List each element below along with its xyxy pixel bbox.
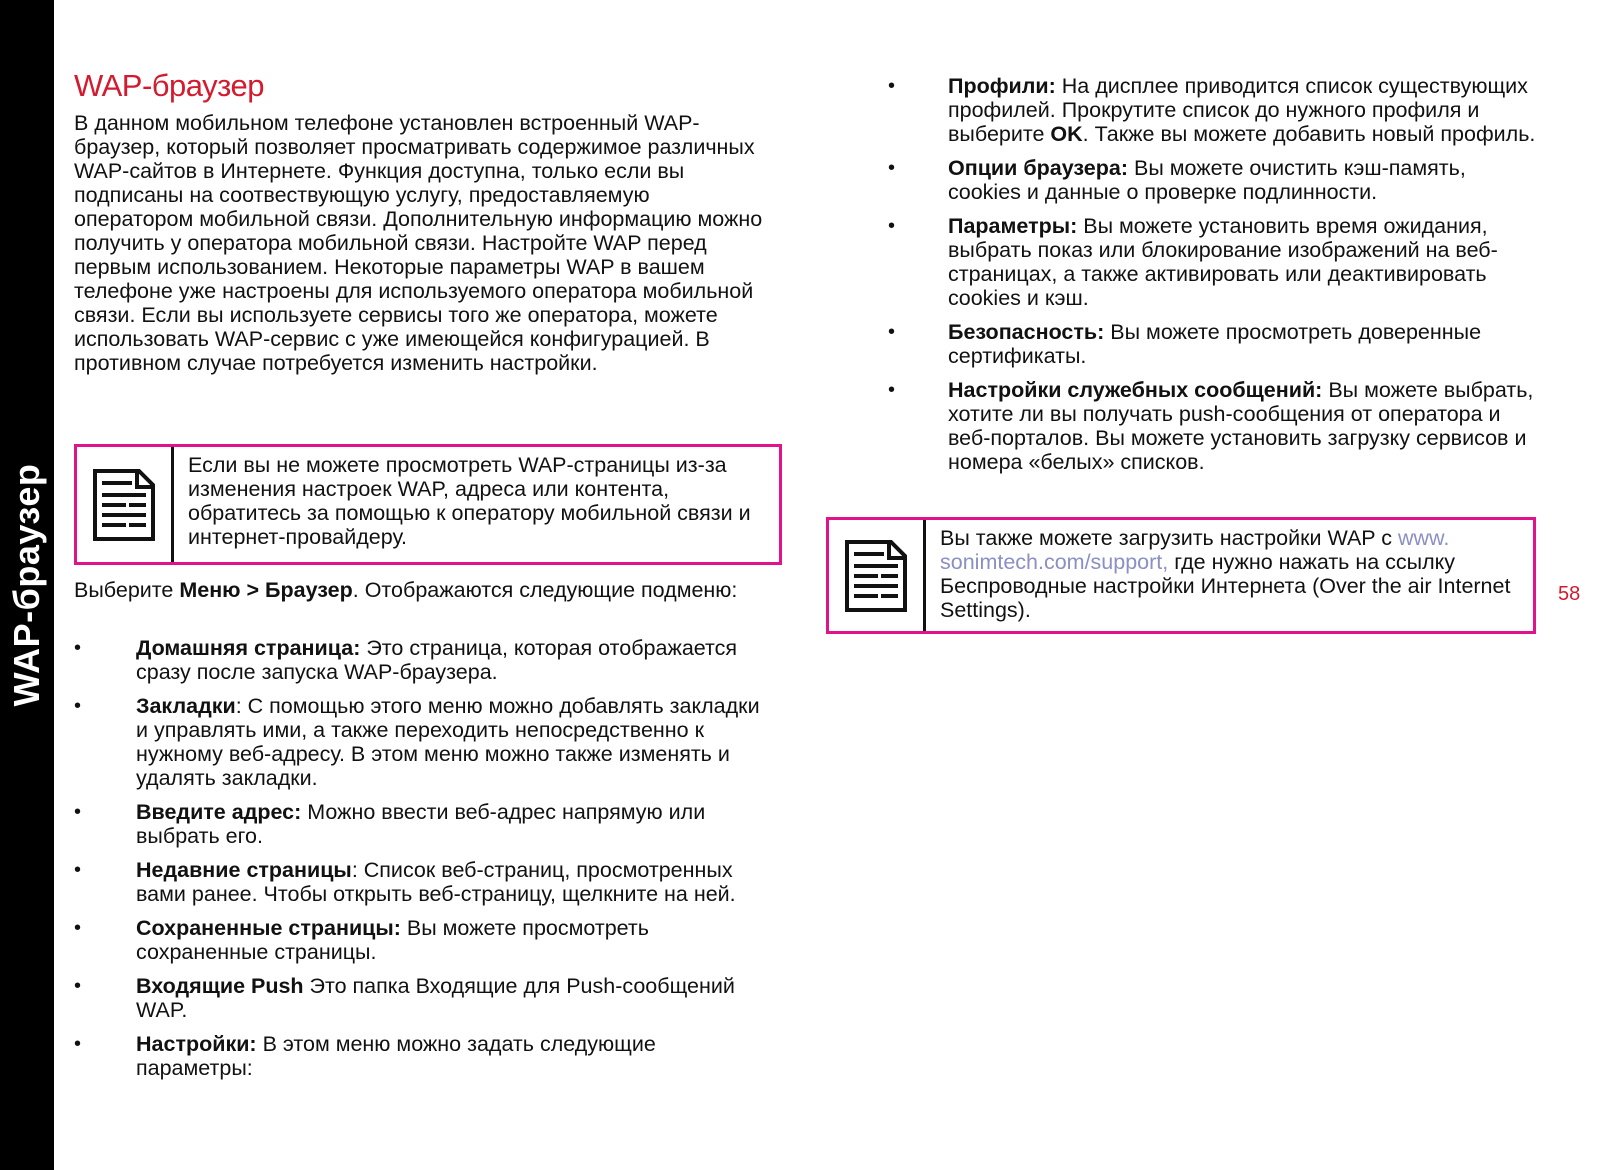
note-icon-cell xyxy=(829,520,926,631)
document-note-icon xyxy=(93,469,155,541)
settings-list xyxy=(888,74,1538,484)
list-bold: OK xyxy=(1050,122,1083,146)
bullet: • xyxy=(74,695,82,717)
bullet: • xyxy=(888,321,896,343)
list-term: Входящие Push xyxy=(136,974,304,998)
bullet: • xyxy=(74,917,82,939)
list-item xyxy=(74,694,774,790)
bullet: • xyxy=(74,859,82,881)
intro-paragraph: В данном мобильном телефоне установлен встроенный WAP-браузер, который позволяет просматривать содержимое различных WAP-сайтов в Интернете. Функция доступна, только если вы подписаны на соотвествующую услугу, предоставляемую оператором мобильной связи. Дополнительную информацию можно получить у оператора мобильной связи. Настройте WAP перед первым использованием. Некоторые параметры WAP в вашем телефоне уже настроены для используемого оператора мобильной связи. Если вы используете сервисы того же оператора, можете использовать WAP-сервис с уже имеющейся конфигурацией. В противном случае потребуется изменить настройки. xyxy=(74,111,763,375)
list-desc: Вы можете просмотреть сохраненные страницы. xyxy=(136,916,649,964)
note-text-before: Вы также можете загрузить настройки WAP с xyxy=(940,526,1398,550)
bullet: • xyxy=(74,801,82,823)
list-term: Профили: xyxy=(948,74,1056,98)
list-desc: Вы можете очистить кэш-память, cookies и данные о проверке подлинности. xyxy=(948,156,1466,204)
list-item xyxy=(888,74,1538,146)
list-term: Закладки xyxy=(136,694,236,718)
list-term: Опции браузера: xyxy=(948,156,1128,180)
bullet: • xyxy=(888,379,896,401)
list-term: Безопасность: xyxy=(948,320,1105,344)
list-item xyxy=(74,916,774,964)
note-text-left: Если вы не можете просмотреть WAP-страницы из-за изменения настроек WAP, адреса или контента, обратитесь за помощью к оператору мобильной связи и интернет-провайдеру. xyxy=(188,453,751,549)
bullet: • xyxy=(888,157,896,179)
list-item xyxy=(74,1032,774,1080)
list-desc: : С помощью этого меню можно добавлять закладки и управлять ими, а также переходить непосредственно к нужному веб-адресу. В этом меню можно также изменять и удалять закладки. xyxy=(136,694,760,790)
note-box-left xyxy=(74,444,782,565)
list-item xyxy=(74,636,774,684)
list-item xyxy=(888,378,1538,474)
list-term: Параметры: xyxy=(948,214,1078,238)
side-tab xyxy=(0,0,54,1170)
list-desc: На дисплее приводится список существующих профилей. Прокрутите список до нужного профиля и выберите xyxy=(948,74,1528,146)
bullet: • xyxy=(74,1033,82,1055)
bullet: • xyxy=(888,75,896,97)
list-desc: Это папка Входящие для Push-сообщений WAP. xyxy=(136,974,735,1022)
list-term: Настройки: xyxy=(136,1032,257,1056)
list-desc: Вы можете установить время ожидания, выбрать показ или блокирование изображений на веб-страницах, а также активировать или деактивировать cookies и кэш. xyxy=(948,214,1498,310)
menu-path: Меню > Браузер xyxy=(179,578,353,602)
document-note-icon xyxy=(845,540,907,612)
list-term: Домашняя страница: xyxy=(136,636,361,660)
support-link[interactable]: www. sonimtech.com/support, xyxy=(940,526,1450,574)
list-item xyxy=(888,156,1538,204)
note-text-after: где нужно нажать на ссылку Беспроводные настройки Интернета (Over the air Internet Settings). xyxy=(940,550,1511,622)
menu-intro-suffix: . Отображаются следующие подменю: xyxy=(352,578,738,602)
submenu-list xyxy=(74,636,774,1090)
list-item xyxy=(888,214,1538,310)
menu-intro-prefix: Выберите xyxy=(74,578,180,602)
list-item xyxy=(74,974,774,1022)
section-title: WAP-браузер xyxy=(74,68,265,103)
menu-intro xyxy=(74,578,774,602)
bullet: • xyxy=(888,215,896,237)
list-desc: В этом меню можно задать следующие параметры: xyxy=(136,1032,656,1080)
list-desc: : Список веб-страниц, просмотренных вами ранее. Чтобы открыть веб-страницу, щелкните на ней. xyxy=(136,858,736,906)
list-item xyxy=(74,858,774,906)
note-text-right xyxy=(926,520,1533,631)
list-desc: Вы можете выбрать, хотите ли вы получать push-сообщения от оператора и веб-порталов. Вы можете установить загрузку сервисов и номера «белых» списков. xyxy=(948,378,1534,474)
bullet: • xyxy=(74,975,82,997)
list-term: Сохраненные страницы: xyxy=(136,916,401,940)
list-desc: Это страница, которая отображается сразу после запуска WAP-браузера. xyxy=(136,636,738,684)
list-term: Введите адрес: xyxy=(136,800,302,824)
list-item xyxy=(74,800,774,848)
list-desc: . Также вы можете добавить новый профиль. xyxy=(1082,122,1536,146)
list-desc: Можно ввести веб-адрес напрямую или выбрать его. xyxy=(136,800,706,848)
bullet: • xyxy=(74,637,82,659)
list-item xyxy=(888,320,1538,368)
page-number: 58 xyxy=(1558,583,1581,605)
list-term: Недавние страницы xyxy=(136,858,352,882)
list-term: Настройки служебных сообщений: xyxy=(948,378,1323,402)
note-box-right xyxy=(826,517,1536,634)
list-desc: Вы можете просмотреть доверенные сертификаты. xyxy=(948,320,1482,368)
side-tab-label: WAP-браузер xyxy=(6,463,47,707)
note-icon-cell xyxy=(77,447,174,562)
